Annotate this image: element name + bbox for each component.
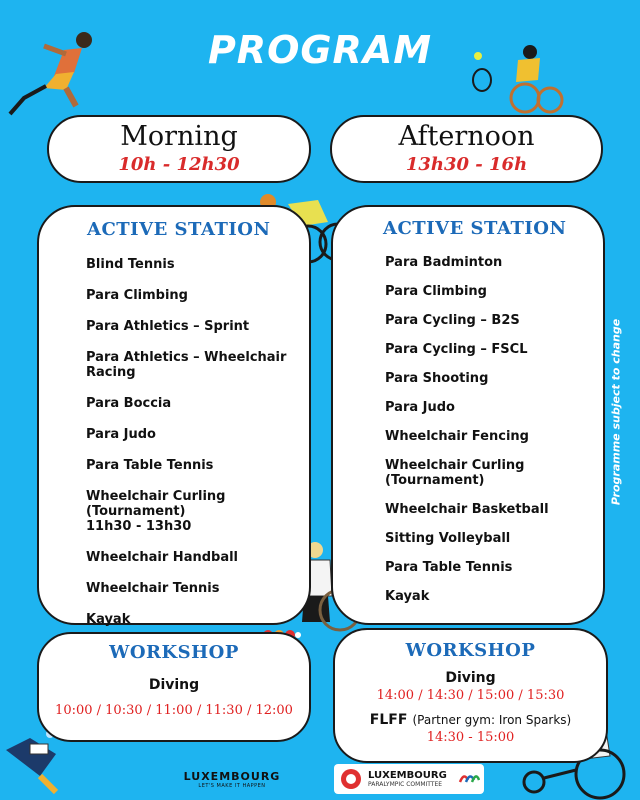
lion-crest-icon bbox=[340, 768, 362, 790]
page-title: PROGRAM bbox=[207, 28, 433, 72]
agitos-icon bbox=[458, 770, 480, 788]
afternoon-activity-list bbox=[385, 255, 595, 604]
list-item: Para Climbing bbox=[86, 288, 188, 303]
luxembourg-logo-tagline: LET'S MAKE IT HAPPEN bbox=[198, 783, 266, 789]
list-item: Para Athletics – Wheelchair Racing bbox=[86, 350, 287, 380]
flff-line bbox=[335, 709, 606, 728]
list-item: Para Table Tennis bbox=[385, 560, 513, 575]
list-item: Para Cycling – B2S bbox=[385, 313, 520, 328]
list-item: Sitting Volleyball bbox=[385, 531, 511, 546]
list-item: Para Shooting bbox=[385, 371, 489, 386]
flff-label: FLFF bbox=[369, 712, 408, 728]
active-station-title: ACTIVE STATION bbox=[87, 219, 271, 240]
workshop-title: WORKSHOP bbox=[109, 642, 239, 663]
list-item: Para Judo bbox=[86, 427, 156, 442]
afternoon-time: 13h30 - 16h bbox=[405, 154, 528, 175]
lpc-logo-name: LUXEMBOURG bbox=[368, 770, 447, 781]
flff-time: 14:30 - 15:00 bbox=[426, 730, 515, 745]
workshop-title: WORKSHOP bbox=[405, 640, 536, 661]
morning-active-station bbox=[37, 205, 311, 625]
list-item: Wheelchair Basketball bbox=[385, 502, 549, 517]
side-note-text: Programme subject to change bbox=[609, 318, 623, 506]
list-item: Para Athletics – Sprint bbox=[86, 319, 250, 334]
list-item: Kayak bbox=[385, 589, 430, 604]
lpc-logo-sub: PARALYMPIC COMMITTEE bbox=[368, 781, 443, 788]
list-item: Wheelchair Tennis bbox=[86, 581, 220, 596]
luxembourg-logo bbox=[182, 770, 282, 789]
workshop-times: 14:00 / 14:30 / 15:00 / 15:30 bbox=[376, 688, 565, 703]
afternoon-label: Afternoon bbox=[398, 121, 535, 152]
list-item: Blind Tennis bbox=[86, 257, 175, 272]
list-item: Para Badminton bbox=[385, 255, 503, 270]
list-item: Para Boccia bbox=[86, 396, 172, 411]
list-item: Para Table Tennis bbox=[86, 458, 214, 473]
workshop-times: 10:00 / 10:30 / 11:00 / 11:30 / 12:00 bbox=[55, 703, 293, 718]
list-item: Wheelchair Curling (Tournament) bbox=[86, 489, 226, 519]
list-item: Para Cycling – FSCL bbox=[385, 342, 528, 357]
morning-label: Morning bbox=[120, 121, 238, 152]
list-item: Kayak bbox=[86, 612, 131, 627]
list-item: Wheelchair Handball bbox=[86, 550, 239, 565]
sprinter-illustration bbox=[4, 28, 104, 118]
paralympic-committee-logo bbox=[334, 764, 484, 794]
afternoon-header bbox=[330, 115, 603, 183]
morning-time: 10h - 12h30 bbox=[118, 154, 240, 175]
workshop-item: Diving bbox=[445, 670, 496, 686]
afternoon-active-station bbox=[331, 205, 605, 625]
list-item: Wheelchair Curling (Tournament) bbox=[385, 458, 525, 488]
morning-workshop bbox=[37, 632, 311, 742]
active-station-title: ACTIVE STATION bbox=[383, 218, 567, 239]
list-item: Wheelchair Fencing bbox=[385, 429, 529, 444]
tennis-player-illustration bbox=[470, 40, 570, 115]
flff-note: (Partner gym: Iron Sparks) bbox=[412, 713, 572, 727]
curling-time: 11h30 - 13h30 bbox=[86, 519, 192, 534]
afternoon-workshop bbox=[333, 628, 608, 763]
morning-activity-list bbox=[86, 257, 306, 627]
list-item: Para Climbing bbox=[385, 284, 487, 299]
list-item: Para Judo bbox=[385, 400, 455, 415]
workshop-item: Diving bbox=[148, 677, 200, 693]
luxembourg-logo-name: LUXEMBOURG bbox=[183, 770, 281, 783]
morning-header bbox=[47, 115, 311, 183]
